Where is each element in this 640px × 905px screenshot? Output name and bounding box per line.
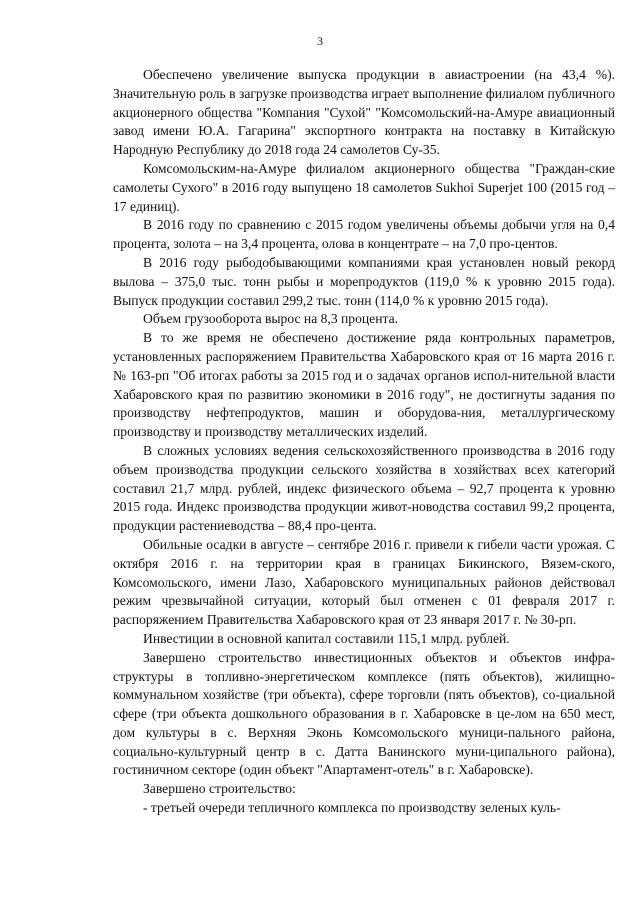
page-number: 3 [317, 34, 323, 48]
paragraph-control-parameters: В то же время не обеспечено достижение ряда контрольных параметров, установленных распоряжением Правительства Хабаровского края от 16 марта 2016 г. № 163-рп "Об итогах работы за 2015 год и о задачах органов испол-нительной власти Хабаровского края по развитию экономики в 2016 году", не достигнуты задания по производству нефтепродуктов, машин и оборудова-ния, металлургическому производству и производству металлических изделий. [113, 330, 615, 440]
paragraph-fishing: В 2016 году рыбодобывающими компаниями края установлен новый рекорд вылова – 375,0 тыс. тонн рыбы и морепродуктов (119,0 % к уровню 2015 года). Выпуск продукции составил 299,2 тыс. тонн (114,0 % к уровню 2015 года). [113, 254, 615, 308]
paragraph-construction: Завершено строительство инвестиционных объектов и объектов инфра-структуры в топливно-энергетическом комплексе (пять объектов), жилищно-коммунальном хозяйстве (три объекта), сфере торговли (пять объектов), со-циальной сфере (три объекта дошкольного образования в г. Хабаровске в це-лом на 650 мест, дом культуры в с. Верхняя Эконь Комсомольского муници-пального района, социально-культурный центр в с. Датта Ванинского муни-ципального района), гостиничном секторе (один объект "Апартамент-отель" в г. Хабаровске). [113, 649, 615, 778]
paragraph-aviation: Обеспечено увеличение выпуска продукции в авиастроении (на 43,4 %). Значительную роль в загрузке производства играет выполнение филиалом публичного акционерного общества "Компания "Сухой" "Комсомольский-на-Амуре авиационный завод имени Ю.А. Гагарина" экспортного контракта на поставку в Китайскую Народную Республику до 2018 года 24 самолетов Су-35. [113, 67, 615, 158]
document-body [113, 66, 615, 818]
paragraph-completed-heading: Завершено строительство: [143, 781, 296, 797]
paragraph-emergency: Обильные осадки в августе – сентябре 2016 г. привели к гибели части урожая. С октября 2016 г. на территории края в границах Бикинского, Вязем-ского, Комсомольского, имени Лазо, Хабаровского муниципальных районов действовал режим чрезвычайной ситуации, который был отменен с 01 февраля 2017 г. распоряжением Правительства Хабаровского края от 23 января 2017 г. № 30-рп. [113, 536, 615, 628]
paragraph-cargo: Объем грузооборота вырос на 8,3 процента. [143, 311, 399, 327]
paragraph-investment: Инвестиции в основной капитал составили 115,1 млрд. рублей. [143, 630, 510, 646]
paragraph-mining: В 2016 году по сравнению с 2015 годом увеличены объемы добычи угля на 0,4 процента, золота – на 3,4 процента, олова в концентрате – на 7,0 про-центов. [113, 217, 615, 252]
paragraph-superjet: Комсомольским-на-Амуре филиалом акционерного общества "Граждан-ские самолеты Сухого" в 2016 году выпущено 18 самолетов Sukhoi Superjet 100 (2015 год – 17 единиц). [113, 160, 615, 214]
paragraph-greenhouse: - третьей очереди тепличного комплекса по производству зеленых куль- [143, 800, 561, 816]
paragraph-agriculture: В сложных условиях ведения сельскохозяйственного производства в 2016 году объем производства продукции сельского хозяйства в хозяйствах всех категорий составил 21,7 млрд. рублей, индекс физического объема – 92,7 процента к уровню 2015 года. Индекс производства продукции живот-новодства составил 99,2 процента, продукции растениеводства – 88,4 про-цента. [113, 442, 615, 534]
